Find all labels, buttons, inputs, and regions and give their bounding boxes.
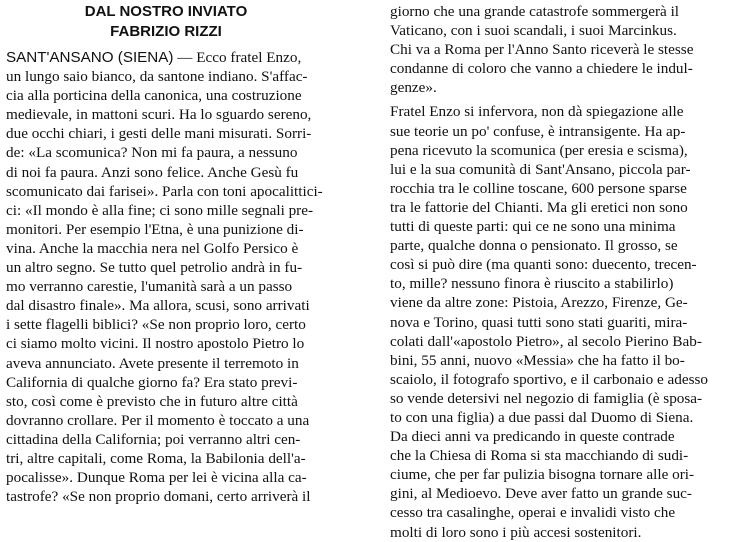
text-line: genze». <box>390 79 437 97</box>
text-line: nova e Torino, quasi tutti sono stati guariti, mira- <box>390 313 688 331</box>
left-column <box>6 2 366 506</box>
article-body-left <box>6 48 366 506</box>
text-line: due occhi chiari, i gesti delle mani misurati. Sorri- <box>6 125 312 143</box>
dateline: SANT'ANSANO (SIENA) <box>6 49 174 66</box>
text-line: così si può dire (ma quanti sono: duecento, trecen- <box>390 256 697 274</box>
text-line: cittadina della California; poi verranno altri cen- <box>6 430 301 448</box>
text-line: gini, al Medioevo. Deve aver fatto un grande suc- <box>390 485 692 503</box>
text-line: ci siamo molto vicini. Il nostro apostolo Pietro lo <box>6 335 305 353</box>
text-line: bini, 55 anni, nuovo «Messia» che ha fatto il bo- <box>390 351 685 369</box>
text-line: colati dall'«apostolo Pietro», al secolo Pierino Bab- <box>390 332 702 350</box>
text-line: tri, altre capitali, come Roma, la Babilonia dell'a- <box>6 449 306 467</box>
text-line: aveva annunciato. Avete presente il terremoto in <box>6 354 299 372</box>
text-line: cia alla porticina della canonica, una costruzione <box>6 87 302 105</box>
text-line: dovranno crollare. Per il momento è toccato a una <box>6 411 310 429</box>
text-line: lui e la sua comunità di Sant'Ansano, piccola par- <box>390 160 691 178</box>
text-line: viene da altre zone: Pistoia, Arezzo, Firenze, Ge- <box>390 294 688 312</box>
article-paragraph-1 <box>390 2 746 97</box>
text-line: i sette flagelli biblici? «Se non proprio loro, certo <box>6 316 306 334</box>
text-line: che la Chiesa di Roma si sta macchiando di sudi- <box>390 447 689 465</box>
text-line: scomunicato dai farisei». Parla con toni apocalittici- <box>6 182 323 200</box>
text-line: un altro segno. Se tutto quel petrolio andrà in fu- <box>6 259 303 277</box>
text-line: mo verranno carestie, l'umanità sarà a un passo <box>6 278 293 296</box>
text-line: tastrofe? «Se non proprio domani, certo arriverà il <box>6 488 311 506</box>
text-line: Fratel Enzo si infervora, non dà spiegazione alle <box>390 103 684 121</box>
text-line: rocchia tra le colline toscane, 600 persone sparse <box>390 179 687 197</box>
text-line: sue teorie un po' confuse, è intransigente. Ha ap- <box>390 122 686 140</box>
text-line: condanne di coloro che vanno a chiedere le indul- <box>390 60 693 78</box>
text-line: Chi va a Roma per l'Anno Santo riceverà le stesse <box>390 41 694 59</box>
text-line: vina. Anche la macchia nera nel Golfo Persico è <box>6 239 299 257</box>
text-line <box>6 48 366 67</box>
text-line: dal disastro finale». Ma allora, scusi, sono arrivati <box>6 297 310 315</box>
byline: FABRIZIO RIZZI <box>110 23 222 40</box>
text-line: medievale, in mattoni scuri. Ha lo sguardo sereno, <box>6 106 312 124</box>
text-line: tutti di queste parti: qui ce ne sono una minima <box>390 218 676 236</box>
text-line: scaiolo, il fotografo sportivo, e il carbonaio e adesso <box>390 370 709 388</box>
text-line: pena ricevuto la scomunica (per eresia e scisma), <box>390 141 688 159</box>
text-line: cesso tra casalinghe, operai e invalidi visto che <box>390 504 676 522</box>
text-line: ciume, che per far pulizia bisogna tornare alle ori- <box>390 466 695 484</box>
text-line: Vaticano, con i suoi scandali, i suoi Marcinkus. <box>390 22 677 40</box>
kicker: DAL NOSTRO INVIATO <box>84 3 248 20</box>
text-line: Da dieci anni va predicando in queste contrade <box>390 428 675 446</box>
article-paragraph-2 <box>390 102 746 541</box>
text-line: to, mille? nessuno finora è riuscito a stabilirlo) <box>390 275 674 293</box>
text-line: de: «La scomunica? Non mi fa paura, a nessuno <box>6 144 298 162</box>
text-line: tra le fattorie del Chianti. Ma gli eretici non sono <box>390 198 688 216</box>
text-line: sto, così come è previsto che in futuro altre città <box>6 392 298 410</box>
text-line: to con una figlia) a due passi dal Duomo di Siena. <box>390 408 694 426</box>
text-fragment: — Ecco fratel Enzo, <box>173 49 302 66</box>
right-column <box>390 2 746 542</box>
text-line: parte, qualche donna o pensionato. Il grosso, se <box>390 237 678 255</box>
text-line: California di qualche giorno fa? Era stato previ- <box>6 373 298 391</box>
text-line: giorno che una grande catastrofe sommergerà il <box>390 3 680 20</box>
text-line: ci: «Il mondo è alla fine; ci sono mille segnali pre- <box>6 201 314 219</box>
text-line: un lungo saio bianco, da santone indiano. S'affac- <box>6 68 308 86</box>
text-line: molti di loro sono i più accesi sostenitori. <box>390 523 642 541</box>
text-line: monitori. Per esempio l'Etna, è una punizione di- <box>6 220 304 238</box>
text-line: di noi fa paura. Anzi sono felice. Anche Gesù fu <box>6 163 299 181</box>
text-line: pocalisse». Dunque Roma per lei è vicina alla ca- <box>6 469 307 487</box>
text-line: so vende detersivi nel negozio di famiglia (è sposa- <box>390 389 703 407</box>
